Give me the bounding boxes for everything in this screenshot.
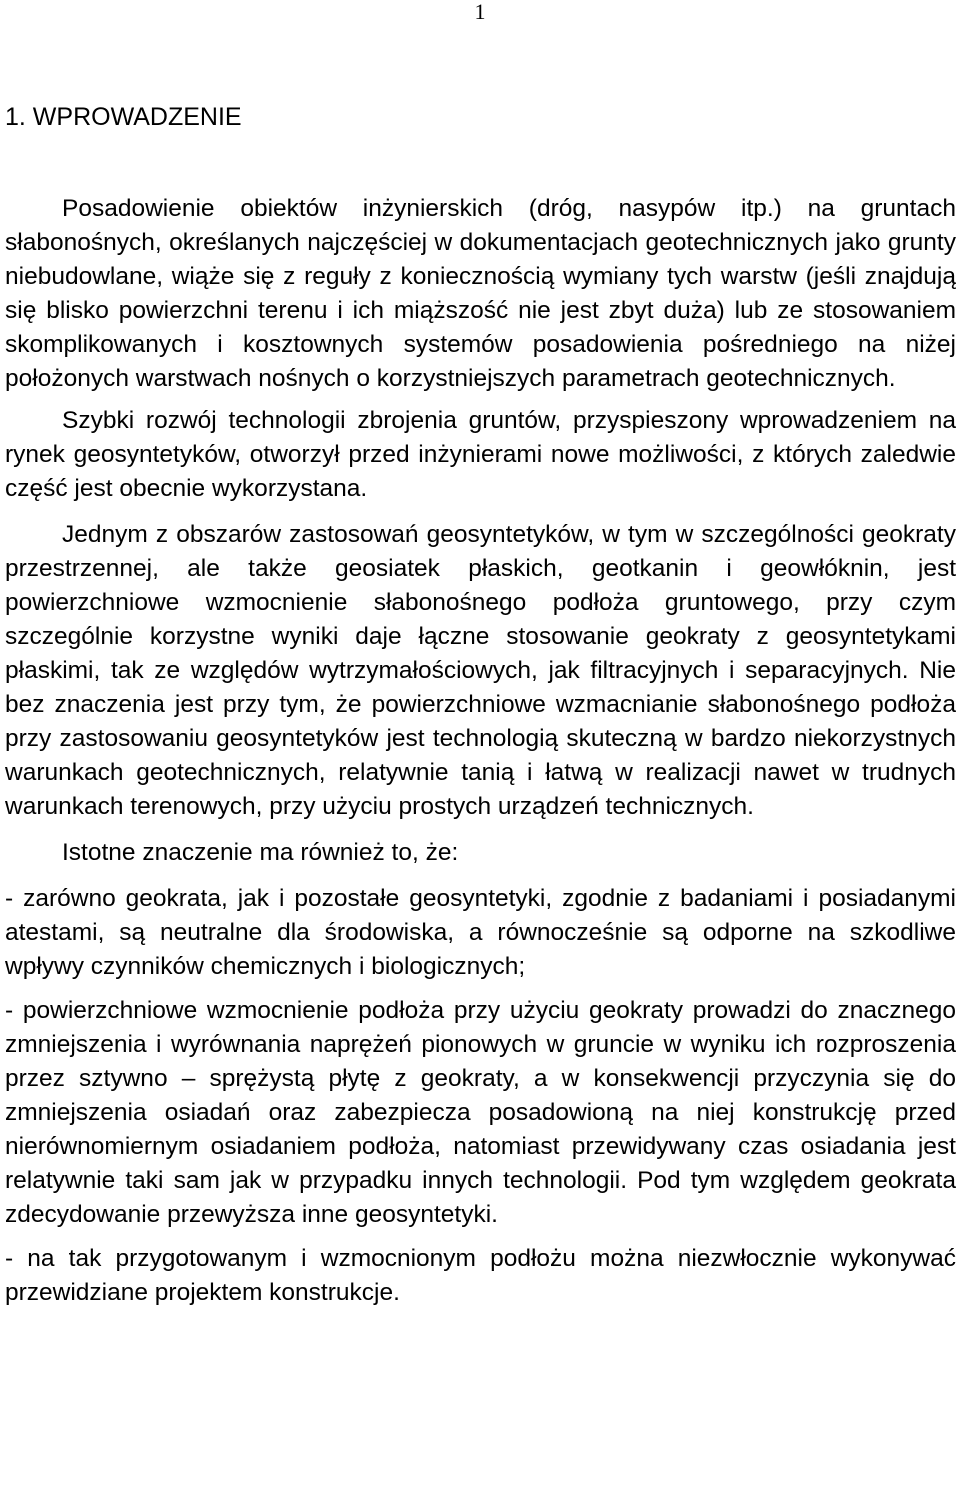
paragraph-intro: Posadowienie obiektów inżynierskich (dróg, nasypów itp.) na gruntach słabonośnych, określanych najczęściej w dokumentacjach geotechnicznych jako grunty niebudowlane, wiąże się z reguły z koniecznością wymiany tych warstw (jeśli znajdują się blisko powierzchni terenu i ich miąższość nie jest zbyt duża) lub ze stosowaniem skomplikowanych i kosztownych systemów posadowienia pośredniego na niżej położonych warstwach nośnych o korzystniejszych parametrach geotechnicznych. bbox=[5, 195, 956, 392]
document-body bbox=[5, 100, 956, 1320]
paragraph-applications: Jednym z obszarów zastosowań geosyntetyków, w tym w szczególności geokraty przestrzennej, ale także geosiatek płaskich, geotkanin i geowłóknin, jest powierzchniowe wzmocnienie słabonośnego podłoża gruntowego, przy czym szczególnie korzystne wyniki daje łączne stosowanie geokraty z geosyntetykami płaskimi, tak ze względów wytrzymałościowych, jak filtracyjnych i separacyjnych. Nie bez znaczenia jest przy tym, że powierzchniowe wzmacnianie słabonośnego podłoża przy zastosowaniu geosyntetyków jest technologią skuteczną w bardzo niekorzystnych warunkach geotechnicznych, relatywnie tanią i łatwą w realizacji nawet w trudnych warunkach terenowych, przy użyciu prostych urządzeń technicznych. bbox=[5, 521, 956, 820]
page-number: 1 bbox=[474, 0, 486, 24]
list-item-reinforcement: - powierzchniowe wzmocnienie podłoża przy użyciu geokraty prowadzi do znacznego zmniejszenia i wyrównania naprężeń pionowych w gruncie w wyniku ich rozproszenia przez sztywno – sprężystą płytę z geokraty, a w konsekwencji przyczynia się do zmniejszenia osiadań oraz zabezpiecza posadowioną na niej konstrukcję przed nierównomiernym osiadaniem podłoża, natomiast przewidywany czas osiadania jest relatywnie taki sam jak w przypadku innych technologii. Pod tym względem geokrata zdecydowanie przewyższa inne geosyntetyki. bbox=[5, 997, 956, 1228]
paragraph-significance: Istotne znaczenie ma również to, że: bbox=[62, 839, 459, 866]
section-heading: 1. WPROWADZENIE bbox=[5, 103, 242, 131]
list-item-environment: - zarówno geokrata, jak i pozostałe geosyntetyki, zgodnie z badaniami i posiadanymi atestami, są neutralne dla środowiska, a równocześnie są odporne na szkodliwe wpływy czynników chemicznych i biologicznych; bbox=[5, 885, 956, 980]
paragraph-development: Szybki rozwój technologii zbrojenia gruntów, przyspieszony wprowadzeniem na rynek geosyntetyków, otworzył przed inżynierami nowe możliwości, z których zaledwie część jest obecnie wykorzystana. bbox=[5, 407, 956, 502]
list-item-construction: - na tak przygotowanym i wzmocnionym podłożu można niezwłocznie wykonywać przewidziane projektem konstrukcje. bbox=[5, 1245, 956, 1306]
